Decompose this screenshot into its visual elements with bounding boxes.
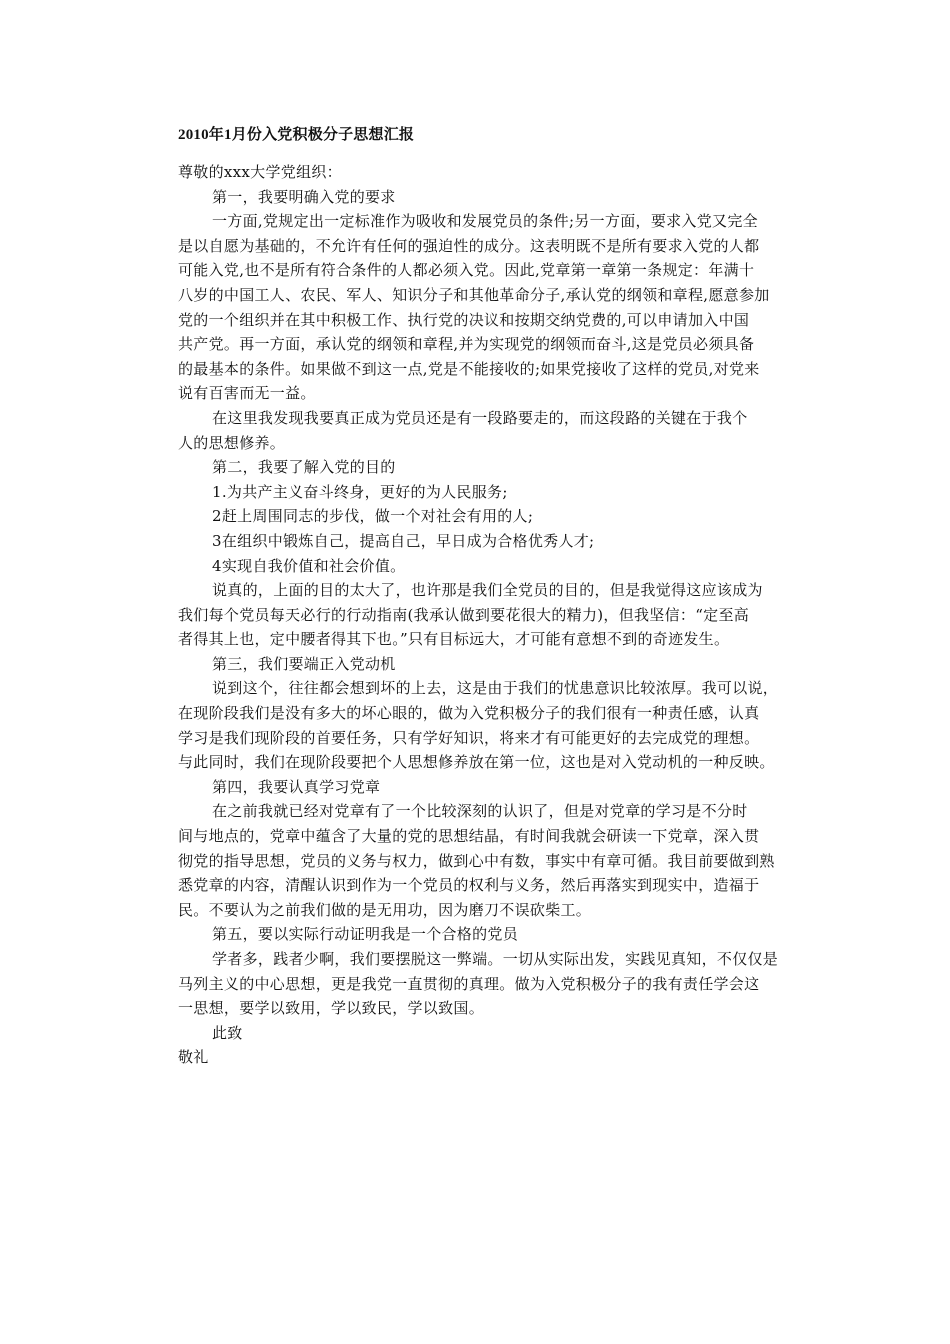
text-line: 民。不要认为之前我们做的是无用功，因为磨刀不误砍柴工。 bbox=[178, 900, 592, 919]
document-body bbox=[178, 160, 818, 1070]
text-line: 4实现自我价值和社会价值。 bbox=[212, 556, 406, 575]
text-line: 者得其上也，定中腰者得其下也。”只有目标远大，才可能有意想不到的奇迹发生。 bbox=[178, 630, 730, 649]
document-page bbox=[178, 124, 818, 1070]
text-line: 的最基本的条件。如果做不到这一点,党是不能接收的;如果党接收了这样的党员,对党来 bbox=[178, 359, 760, 378]
text-line: 第三，我们要端正入党动机 bbox=[212, 654, 396, 673]
text-line: 我们每个党员每天必行的行动指南(我承认做到要花很大的精力)，但我坚信：“定至高 bbox=[178, 605, 750, 624]
text-line: 1.为共产主义奋斗终身，更好的为人民服务; bbox=[212, 482, 508, 501]
text-line: 人的思想修养。 bbox=[178, 433, 286, 452]
text-line: 间与地点的，党章中蕴含了大量的党的思想结晶，有时间我就会研读一下党章，深入贯 bbox=[178, 827, 760, 846]
text-line: 3在组织中锻炼自己，提高自己，早日成为合格优秀人才; bbox=[212, 531, 595, 550]
text-line: 可能入党,也不是所有符合条件的人都必须入党。因此,党章第一章第一条规定：年满十 bbox=[178, 261, 755, 280]
text-line: 悉党章的内容，清醒认识到作为一个党员的权利与义务，然后再落实到现实中，造福于 bbox=[178, 876, 760, 895]
text-line: 在这里我发现我要真正成为党员还是有一段路要走的，而这段路的关键在于我个 bbox=[212, 408, 748, 427]
text-line: 马列主义的中心思想，更是我党一直贯彻的真理。做为入党积极分子的我有责任学会这 bbox=[178, 974, 760, 993]
text-line: 学者多，践者少啊，我们要摆脱这一弊端。一切从实际出发，实践见真知，不仅仅是 bbox=[212, 950, 779, 968]
text-line: 一方面,党规定出一定标准作为吸收和发展党员的条件;另一方面，要求入党又完全 bbox=[212, 212, 758, 231]
text-line: 学习是我们现阶段的首要任务，只有学好知识，将来才有可能更好的去完成党的理想。 bbox=[178, 728, 760, 747]
text-line: 第二，我要了解入党的目的 bbox=[212, 458, 396, 477]
text-line: 八岁的中国工人、农民、军人、知识分子和其他革命分子,承认党的纲领和章程,愿意参加 bbox=[178, 285, 770, 304]
text-line: 党的一个组织并在其中积极工作、执行党的决议和按期交纳党费的,可以申请加入中国 bbox=[178, 310, 750, 329]
text-line: 说有百害而无一益。 bbox=[178, 384, 316, 403]
text-line: 是以自愿为基础的，不允许有任何的强迫性的成分。这表明既不是所有要求入党的人都 bbox=[178, 236, 760, 255]
text-line: 2赶上周围同志的步伐，做一个对社会有用的人; bbox=[212, 507, 534, 526]
text-line: 与此同时，我们在现阶段要把个人思想修养放在第一位，这也是对入党动机的一种反映。 bbox=[178, 753, 775, 772]
text-line: 第一，我要明确入党的要求 bbox=[212, 187, 396, 206]
text-line: 在之前我就已经对党章有了一个比较深刻的认识了，但是对党章的学习是不分时 bbox=[212, 802, 748, 821]
text-line: 说到这个，往往都会想到坏的上去，这是由于我们的忧患意识比较浓厚。我可以说， bbox=[212, 679, 779, 698]
text-line: 彻党的指导思想，党员的义务与权力，做到心中有数，事实中有章可循。我目前要做到熟 bbox=[178, 851, 775, 870]
text-line: 此致 bbox=[212, 1023, 243, 1042]
text-line: 在现阶段我们是没有多大的坏心眼的，做为入党积极分子的我们很有一种责任感，认真 bbox=[178, 704, 760, 723]
text-line: 敬礼 bbox=[178, 1048, 209, 1067]
text-line: 第四，我要认真学习党章 bbox=[212, 777, 381, 796]
document-title: 2010年1月份入党积极分子思想汇报 bbox=[178, 127, 415, 143]
text-line: 说真的，上面的目的太大了，也许那是我们全党员的目的，但是我觉得这应该成为 bbox=[212, 581, 763, 600]
text-line: 一思想，要学以致用，学以致民，学以致国。 bbox=[178, 999, 485, 1018]
text-line: 尊敬的xxx大学党组织： bbox=[178, 163, 342, 181]
text-line: 共产党。再一方面，承认党的纲领和章程,并为实现党的纲领而奋斗,这是党员必须具备 bbox=[178, 335, 755, 354]
text-line: 第五，要以实际行动证明我是一个合格的党员 bbox=[212, 925, 519, 944]
